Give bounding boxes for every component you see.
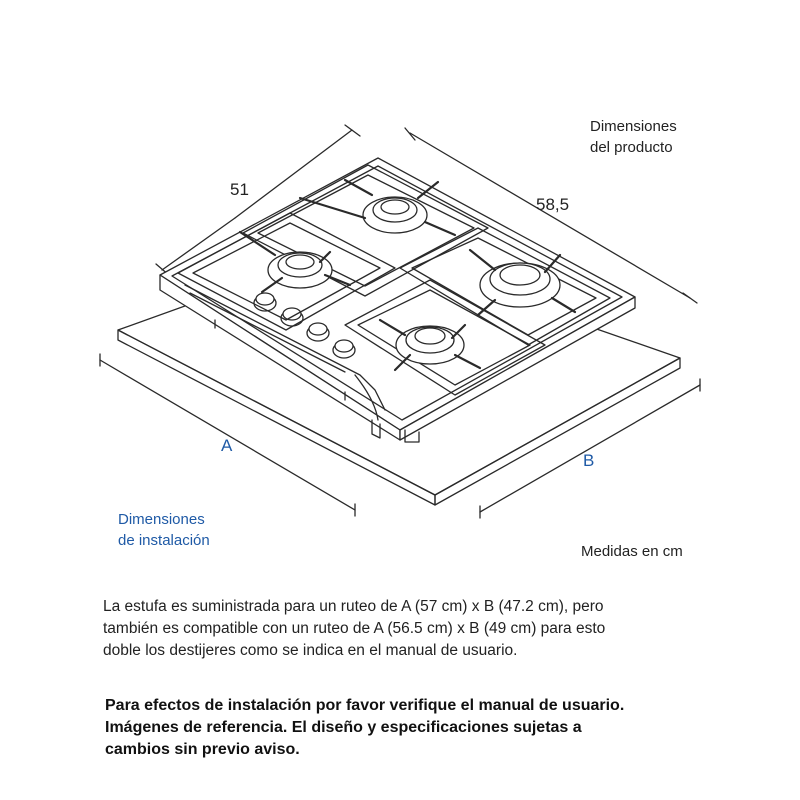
width-dimension-value: 51 [230,180,249,199]
control-knob-1 [254,293,276,311]
installation-dimensions-line-2: de instalación [118,532,210,549]
disclaimer [105,695,725,761]
installation-description [103,596,703,662]
description-line: también es compatible con un ruteo de A (56.5 cm) x B (49 cm) para esto [103,620,606,637]
dimension-b-label: B [583,451,595,470]
dimension-a-label: A [221,436,233,455]
burner-left [268,252,332,288]
depth-dimension-value: 58,5 [536,195,570,214]
product-dimensions-line-2: del producto [590,139,673,156]
disclaimer-line: Imágenes de referencia. El diseño y especificaciones sujetas a [105,719,582,736]
disclaimer-line: cambios sin previo aviso. [105,741,300,758]
description-line: doble los destijeres como se indica en el manual de usuario. [103,642,518,659]
units-note: Medidas en cm [581,543,683,560]
burner-back [363,197,427,233]
control-knob-4 [333,340,355,358]
installation-dimensions-line-1: Dimensiones [118,511,205,528]
product-dimensions-line-1: Dimensiones [590,118,677,135]
description-line: La estufa es suministrada para un ruteo de A (57 cm) x B (47.2 cm), pero [103,598,604,615]
disclaimer-line: Para efectos de instalación por favor verifique el manual de usuario. [105,697,625,714]
control-knob-3 [307,323,329,341]
installation-dimensions-label [118,509,210,551]
product-dimensions-label [590,116,677,158]
